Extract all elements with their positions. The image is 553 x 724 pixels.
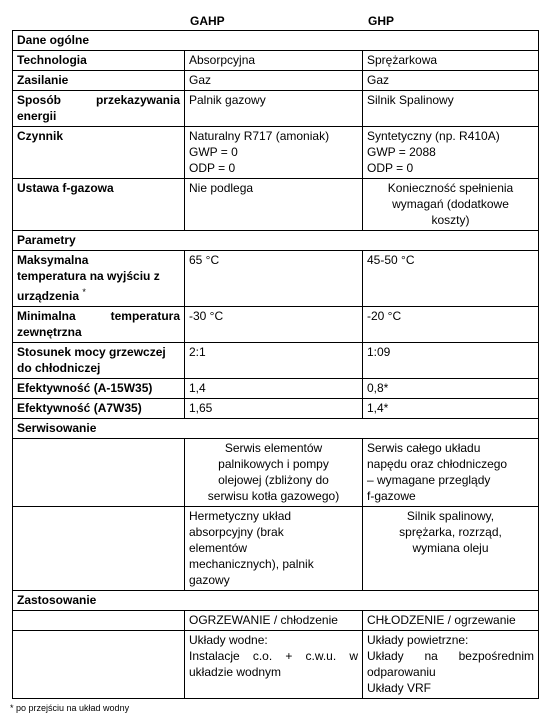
cell-gahp-efficiency-a7: 1,65 <box>185 399 363 419</box>
cell-ghp-transfer: Silnik Spalinowy <box>363 91 539 127</box>
cell-ghp-application-2 <box>363 631 539 699</box>
cell-ghp-max-temp: 45-50 °C <box>363 251 539 307</box>
cell-line: Układy wodne: <box>189 633 268 647</box>
comparison-table <box>12 30 539 699</box>
row-label-min-temp <box>13 307 185 343</box>
cell-line: – wymagane przeglądy <box>367 473 491 487</box>
table-row-service-1 <box>13 439 539 507</box>
label-line: Maksymalna <box>17 253 89 267</box>
column-header-gahp: GAHP <box>190 14 225 28</box>
footnote: * po przejściu na układ wodny <box>10 703 130 713</box>
cell-line: GWP = 0 <box>189 145 238 159</box>
cell-line: serwisu kotła gazowego) <box>207 489 340 503</box>
cell-line: ODP = 0 <box>367 161 414 175</box>
cell-line: Układy powietrzne: <box>367 633 469 647</box>
label-line: temperatura na wyjściu z <box>17 269 160 283</box>
table-row-transfer <box>13 91 539 127</box>
cell-gahp-fgas: Nie podlega <box>185 179 363 231</box>
row-label-empty <box>13 507 185 591</box>
cell-line: Serwis elementów <box>224 441 323 455</box>
cell-line: Syntetyczny (np. R410A) <box>367 129 500 143</box>
label-line: Stosunek mocy grzewczej <box>17 345 166 359</box>
cell-gahp-technology: Absorpcyjna <box>185 51 363 71</box>
section-row-service <box>13 419 539 439</box>
cell-gahp-power-ratio: 2:1 <box>185 343 363 379</box>
table-row-application-1 <box>13 611 539 631</box>
row-label-fgas: Ustawa f-gazowa <box>13 179 185 231</box>
section-title-parameters: Parametry <box>13 231 539 251</box>
cell-line: elementów <box>189 541 248 555</box>
cell-gahp-max-temp: 65 °C <box>185 251 363 307</box>
cell-line: GWP = 2088 <box>367 145 436 159</box>
cell-ghp-supply: Gaz <box>363 71 539 91</box>
cell-line: napędu oraz chłodniczego <box>367 457 508 471</box>
cell-gahp-transfer: Palnik gazowy <box>185 91 363 127</box>
cell-line: Instalacje c.o. + c.w.u. w <box>189 649 358 663</box>
row-label-transfer-line1: Sposób przekazywania <box>17 93 180 107</box>
cell-ghp-service-1 <box>363 439 539 507</box>
table-row-service-2 <box>13 507 539 591</box>
cell-line: układzie wodnym <box>189 665 282 679</box>
row-label-empty <box>13 631 185 699</box>
cell-line: Konieczność spełnienia <box>387 181 514 195</box>
table-row-efficiency-a7 <box>13 399 539 419</box>
cell-line: olejowej (zbliżony do <box>218 473 329 487</box>
cell-ghp-application-1: CHŁODZENIE / ogrzewanie <box>363 611 539 631</box>
cell-line: absorpcyjny (brak <box>189 525 284 539</box>
cell-gahp-service-2 <box>185 507 363 591</box>
label-line: do chłodniczej <box>17 361 101 375</box>
row-label-empty <box>13 439 185 507</box>
section-row-general <box>13 31 539 51</box>
table-row-refrigerant <box>13 127 539 179</box>
cell-line: Serwis całego układu <box>367 441 481 455</box>
table-row-power-ratio <box>13 343 539 379</box>
cell-gahp-application-2 <box>185 631 363 699</box>
cell-line: sprężarka, rozrząd, <box>399 525 502 539</box>
row-label-refrigerant: Czynnik <box>13 127 185 179</box>
cell-ghp-technology: Sprężarkowa <box>363 51 539 71</box>
row-label-power-ratio <box>13 343 185 379</box>
cell-line: mechanicznych), palnik <box>189 557 314 571</box>
row-label-max-temp <box>13 251 185 307</box>
cell-ghp-efficiency-a7: 1,4* <box>363 399 539 419</box>
row-label-efficiency-a7: Efektywność (A7W35) <box>13 399 185 419</box>
cell-ghp-service-2 <box>363 507 539 591</box>
cell-line: Układy VRF <box>367 681 432 695</box>
section-row-parameters <box>13 231 539 251</box>
section-title-application: Zastosowanie <box>13 591 539 611</box>
cell-line: gazowy <box>189 573 230 587</box>
row-label-empty <box>13 611 185 631</box>
label-line <box>17 284 180 304</box>
table-row-max-temp <box>13 251 539 307</box>
comparison-document <box>12 8 538 713</box>
cell-line: odparowaniu <box>367 665 436 679</box>
label-line: zewnętrzna <box>17 325 82 339</box>
row-label-transfer-line2: energii <box>17 109 57 123</box>
cell-ghp-refrigerant <box>363 127 539 179</box>
table-row-fgas <box>13 179 539 231</box>
label-line: Minimalna temperatura <box>17 309 180 323</box>
cell-ghp-min-temp: -20 °C <box>363 307 539 343</box>
column-header-ghp: GHP <box>368 14 395 28</box>
table-row-supply <box>13 71 539 91</box>
cell-gahp-min-temp: -30 °C <box>185 307 363 343</box>
cell-ghp-power-ratio: 1:09 <box>363 343 539 379</box>
cell-line: koszty) <box>431 213 470 227</box>
row-label-efficiency-a15: Efektywność (A-15W35) <box>13 379 185 399</box>
section-row-application <box>13 591 539 611</box>
row-label-transfer <box>13 91 185 127</box>
table-row-application-2 <box>13 631 539 699</box>
cell-line: wymiana oleju <box>412 541 489 555</box>
cell-line: palnikowych i pompy <box>218 457 329 471</box>
cell-line: ODP = 0 <box>189 161 236 175</box>
cell-gahp-efficiency-a15: 1,4 <box>185 379 363 399</box>
footnote-marker: * <box>82 287 86 297</box>
column-headers <box>12 8 538 30</box>
cell-line: wymagań (dodatkowe <box>392 197 509 211</box>
cell-line: Silnik spalinowy, <box>406 509 495 523</box>
label-text: urządzenia <box>17 289 80 303</box>
table-row-technology <box>13 51 539 71</box>
cell-gahp-application-1: OGRZEWANIE / chłodzenie <box>185 611 363 631</box>
table-row-efficiency-a15 <box>13 379 539 399</box>
cell-line: Układy na bezpośrednim <box>367 649 535 663</box>
row-label-technology: Technologia <box>13 51 185 71</box>
cell-line: Naturalny R717 (amoniak) <box>189 129 330 143</box>
section-title-general: Dane ogólne <box>13 31 539 51</box>
cell-ghp-efficiency-a15: 0,8* <box>363 379 539 399</box>
cell-ghp-fgas <box>363 179 539 231</box>
cell-gahp-service-1 <box>185 439 363 507</box>
cell-gahp-refrigerant <box>185 127 363 179</box>
cell-gahp-supply: Gaz <box>185 71 363 91</box>
table-row-min-temp <box>13 307 539 343</box>
row-label-supply: Zasilanie <box>13 71 185 91</box>
section-title-service: Serwisowanie <box>13 419 539 439</box>
cell-line: f-gazowe <box>367 489 416 503</box>
cell-line: Hermetyczny układ <box>189 509 292 523</box>
